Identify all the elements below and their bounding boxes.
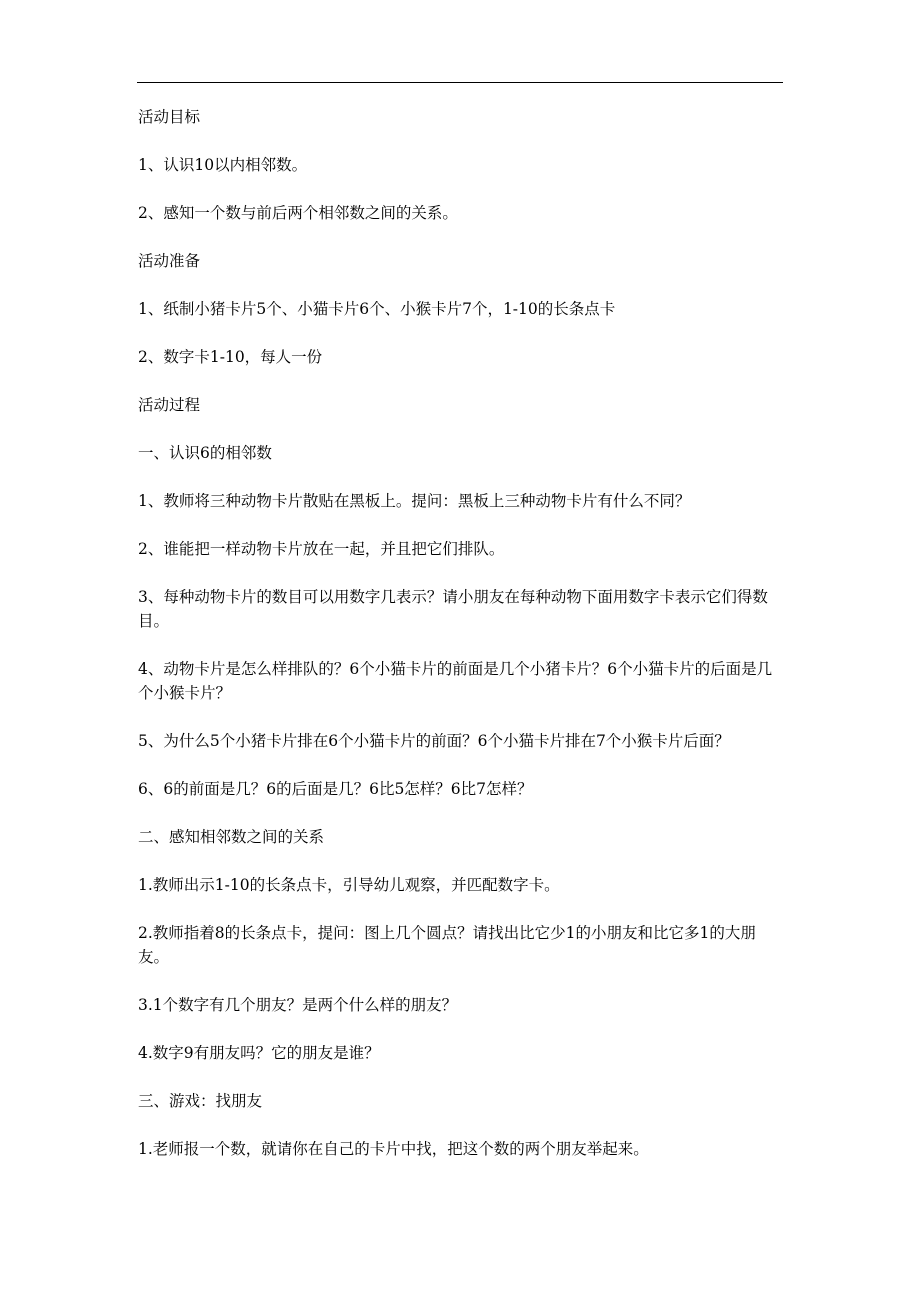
- goal-item-2: 2、感知一个数与前后两个相邻数之间的关系。: [138, 204, 458, 222]
- process-part-1-item-1: 1、教师将三种动物卡片散贴在黑板上。提问：黑板上三种动物卡片有什么不同？: [138, 492, 691, 510]
- process-part-3-heading: 三、游戏：找朋友: [138, 1092, 263, 1110]
- process-part-2-item-3: 3.1个数字有几个朋友？是两个什么样的朋友？: [138, 996, 458, 1014]
- process-part-1-item-3: 3、每种动物卡片的数目可以用数字几表示？请小朋友在每种动物下面用数字卡表示它们得数目。: [138, 588, 768, 630]
- process-part-1-item-5: 5、为什么5个小猪卡片排在6个小猫卡片的前面？6个小猫卡片排在7个小猴卡片后面？: [138, 732, 730, 750]
- process-part-1-item-4: 4、动物卡片是怎么样排队的？6个小猫卡片的前面是几个小猪卡片？6个小猫卡片的后面是几个小猴卡片？: [138, 660, 773, 702]
- process-part-2-item-4: 4.数字9有朋友吗？它的朋友是谁？: [138, 1044, 380, 1062]
- section-heading-process: 活动过程: [138, 396, 201, 414]
- section-heading-preparation: 活动准备: [138, 252, 201, 270]
- section-heading-goals: 活动目标: [138, 108, 201, 126]
- process-part-3-item-1: 1.老师报一个数，就请你在自己的卡片中找，把这个数的两个朋友举起来。: [138, 1140, 649, 1158]
- document-body: [138, 105, 786, 1161]
- process-part-2-heading: 二、感知相邻数之间的关系: [138, 828, 325, 846]
- goal-item-1: 1、认识10以内相邻数。: [138, 156, 308, 174]
- header-rule: [137, 82, 783, 83]
- process-part-1-heading: 一、认识6的相邻数: [138, 444, 272, 462]
- preparation-item-2: 2、数字卡1-10，每人一份: [138, 348, 323, 366]
- process-part-1-item-2: 2、谁能把一样动物卡片放在一起，并且把它们排队。: [138, 540, 505, 558]
- process-part-2-item-2: 2.教师指着8的长条点卡，提问：图上几个圆点？请找出比它少1的小朋友和比它多1的大朋友。: [138, 924, 756, 966]
- process-part-1-item-6: 6、6的前面是几？6的后面是几？6比5怎样？6比7怎样？: [138, 780, 533, 798]
- process-part-2-item-1: 1.教师出示1-10的长条点卡，引导幼儿观察，并匹配数字卡。: [138, 876, 560, 894]
- preparation-item-1: 1、纸制小猪卡片5个、小猫卡片6个、小猴卡片7个，1-10的长条点卡: [138, 300, 616, 318]
